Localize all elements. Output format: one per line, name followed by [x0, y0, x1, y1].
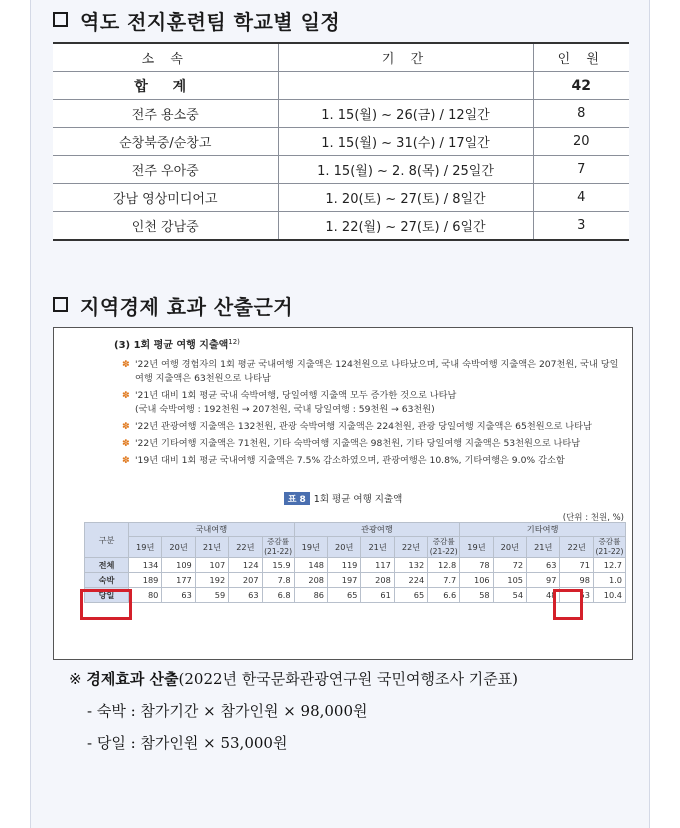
- table-cell: 117: [361, 558, 394, 573]
- table-cell: 63: [162, 588, 195, 603]
- section-title-economic-effect: 지역경제 효과 산출근거: [53, 291, 293, 320]
- table-cell: 197: [328, 573, 361, 588]
- group-other: 기타여행: [460, 523, 626, 537]
- table-cell: 53: [560, 588, 594, 603]
- asterisk-icon: ✽: [122, 421, 130, 432]
- table-cell: 63: [229, 588, 262, 603]
- increase-rate: 증감률 (21-22): [593, 537, 625, 558]
- row-label: 전체: [85, 558, 129, 573]
- school-period: 1. 15(월) ~ 2. 8(목) / 25일간: [278, 156, 533, 184]
- table-cell: 71: [560, 558, 594, 573]
- spending-table: [84, 522, 626, 603]
- excerpt-table-caption: 표 8 1회 평균 여행 지출액: [54, 491, 632, 505]
- table-cell: 106: [460, 573, 493, 588]
- year-21: 21년: [195, 537, 228, 558]
- table-cell: 10.4: [593, 588, 625, 603]
- table-cell: 86: [294, 588, 327, 603]
- excerpt-unit: (단위 : 천원, %): [562, 513, 624, 523]
- checkbox-square-icon: [53, 297, 68, 312]
- table-cell: 48: [527, 588, 560, 603]
- total-label: 합 계: [53, 72, 278, 100]
- table-cell: 72: [493, 558, 526, 573]
- school-count: 20: [533, 128, 629, 156]
- table-cell: 148: [294, 558, 327, 573]
- table-cell: 54: [493, 588, 526, 603]
- table-row: [53, 156, 629, 184]
- spending-group-header-row: [85, 523, 626, 537]
- group-tourism: 관광여행: [294, 523, 460, 537]
- table-cell: 12.8: [428, 558, 460, 573]
- table-row: [53, 212, 629, 241]
- table-row: [85, 588, 626, 603]
- calc-line-overnight: - 숙박 : 참가기간 × 참가인원 × 98,000원: [87, 702, 368, 720]
- year-22: 22년: [560, 537, 594, 558]
- schedule-total-row: [53, 72, 629, 100]
- table-cell: 63: [527, 558, 560, 573]
- section-title-schedule: 역도 전지훈련팀 학교별 일정: [53, 6, 340, 35]
- table-cell: 207: [229, 573, 262, 588]
- year-20: 20년: [493, 537, 526, 558]
- year-20: 20년: [328, 537, 361, 558]
- table-cell: 80: [129, 588, 162, 603]
- table-cell: 119: [328, 558, 361, 573]
- school-name: 순창북중/순창고: [53, 128, 278, 156]
- table-cell: 208: [361, 573, 394, 588]
- table-cell: 98: [560, 573, 594, 588]
- schedule-header-row: [53, 43, 629, 72]
- table-cell: 109: [162, 558, 195, 573]
- table-cell: 61: [361, 588, 394, 603]
- report-excerpt-image: [53, 327, 633, 660]
- schedule-table: [53, 42, 629, 241]
- spending-sub-header-row: [85, 537, 626, 558]
- table-cell: 7.7: [428, 573, 460, 588]
- checkbox-square-icon: [53, 12, 68, 27]
- table-cell: 1.0: [593, 573, 625, 588]
- year-22: 22년: [394, 537, 427, 558]
- table-cell: 78: [460, 558, 493, 573]
- table-row: [85, 573, 626, 588]
- table-cell: 15.9: [262, 558, 294, 573]
- table-cell: 177: [162, 573, 195, 588]
- table-cell: 97: [527, 573, 560, 588]
- school-name: 인천 강남중: [53, 212, 278, 241]
- increase-rate: 증감률 (21-22): [428, 537, 460, 558]
- table-cell: 6.6: [428, 588, 460, 603]
- table-row: [53, 100, 629, 128]
- table-cell: 192: [195, 573, 228, 588]
- row-label: 당일: [85, 588, 129, 603]
- table-cell: 208: [294, 573, 327, 588]
- year-19: 19년: [129, 537, 162, 558]
- year-22: 22년: [229, 537, 262, 558]
- table-cell: 132: [394, 558, 427, 573]
- header-affiliation: 소 속: [53, 43, 278, 72]
- asterisk-icon: ✽: [122, 390, 130, 401]
- year-21: 21년: [527, 537, 560, 558]
- table-cell: 65: [328, 588, 361, 603]
- asterisk-icon: ✽: [122, 455, 130, 466]
- table-cell: 124: [229, 558, 262, 573]
- school-count: 4: [533, 184, 629, 212]
- group-domestic: 국내여행: [129, 523, 295, 537]
- calc-line-daytrip: - 당일 : 참가인원 × 53,000원: [87, 734, 288, 752]
- excerpt-heading: (3) 1회 평균 여행 지출액$^{12)}$: [114, 338, 240, 351]
- table-cell: 12.7: [593, 558, 625, 573]
- list-item: ✽ '22년 관광여행 지출액은 132천원, 관광 숙박여행 지출액은 224천원, 관광 당일여행 지출액은 65천원으로 나타남: [122, 421, 592, 432]
- list-item-continuation: (국내 숙박여행 : 192천원 → 207천원, 국내 당일여행 : 59천원 → 63천원): [135, 404, 435, 415]
- list-item: ✽ '19년 대비 1회 평균 국내여행 지출액은 7.5% 감소하였으며, 관광여행은 10.8%, 기타여행은 9.0% 감소함: [122, 455, 565, 466]
- school-name: 강남 영상미디어고: [53, 184, 278, 212]
- excerpt-notes: [122, 358, 622, 471]
- list-item: ✽ '22년 여행 경험자의 1회 평균 국내여행 지출액은 124천원으로 나타났으며, 국내 숙박여행 지출액은 207천원, 국내 당일여행 지출액은 63천원으로 나타남: [122, 359, 619, 384]
- list-item: ✽ '21년 대비 1회 평균 국내 숙박여행, 당일여행 지출액 모두 증가한 것으로 나타남: [122, 390, 457, 401]
- list-item: ✽ '22년 기타여행 지출액은 71천원, 기타 숙박여행 지출액은 98천원, 기타 당일여행 지출액은 53천원으로 나타남: [122, 438, 581, 449]
- table-cell: 65: [394, 588, 427, 603]
- table-cell: 224: [394, 573, 427, 588]
- table-row: [53, 128, 629, 156]
- header-count: 인 원: [533, 43, 629, 72]
- school-period: 1. 20(토) ~ 27(토) / 8일간: [278, 184, 533, 212]
- table-cell: 7.8: [262, 573, 294, 588]
- highlight-box-other-22: [553, 589, 583, 620]
- table-cell: 134: [129, 558, 162, 573]
- table-row: [85, 558, 626, 573]
- table-cell: 58: [460, 588, 493, 603]
- school-count: 8: [533, 100, 629, 128]
- table-cell: 189: [129, 573, 162, 588]
- year-19: 19년: [460, 537, 493, 558]
- table-row: [53, 184, 629, 212]
- year-21: 21년: [361, 537, 394, 558]
- school-name: 전주 우아중: [53, 156, 278, 184]
- highlight-box-row-labels: [80, 589, 132, 620]
- header-period: 기 간: [278, 43, 533, 72]
- table-cell: 6.8: [262, 588, 294, 603]
- table-cell: 105: [493, 573, 526, 588]
- document-page: [30, 0, 650, 828]
- year-19: 19년: [294, 537, 327, 558]
- asterisk-icon: ✽: [122, 438, 130, 449]
- school-count: 3: [533, 212, 629, 241]
- col-gubun: 구분: [85, 523, 129, 558]
- increase-rate: 증감률 (21-22): [262, 537, 294, 558]
- school-count: 7: [533, 156, 629, 184]
- school-period: 1. 15(월) ~ 26(금) / 12일간: [278, 100, 533, 128]
- school-name: 전주 용소중: [53, 100, 278, 128]
- year-20: 20년: [162, 537, 195, 558]
- total-period: [278, 72, 533, 100]
- row-label: 숙박: [85, 573, 129, 588]
- total-count: 42: [533, 72, 629, 100]
- asterisk-icon: ✽: [122, 359, 130, 370]
- calc-title: ※ 경제효과 산출(2022년 한국문화관광연구원 국민여행조사 기준표): [69, 670, 519, 688]
- school-period: 1. 15(월) ~ 31(수) / 17일간: [278, 128, 533, 156]
- table-cell: 107: [195, 558, 228, 573]
- table-cell: 59: [195, 588, 228, 603]
- school-period: 1. 22(월) ~ 27(토) / 6일간: [278, 212, 533, 241]
